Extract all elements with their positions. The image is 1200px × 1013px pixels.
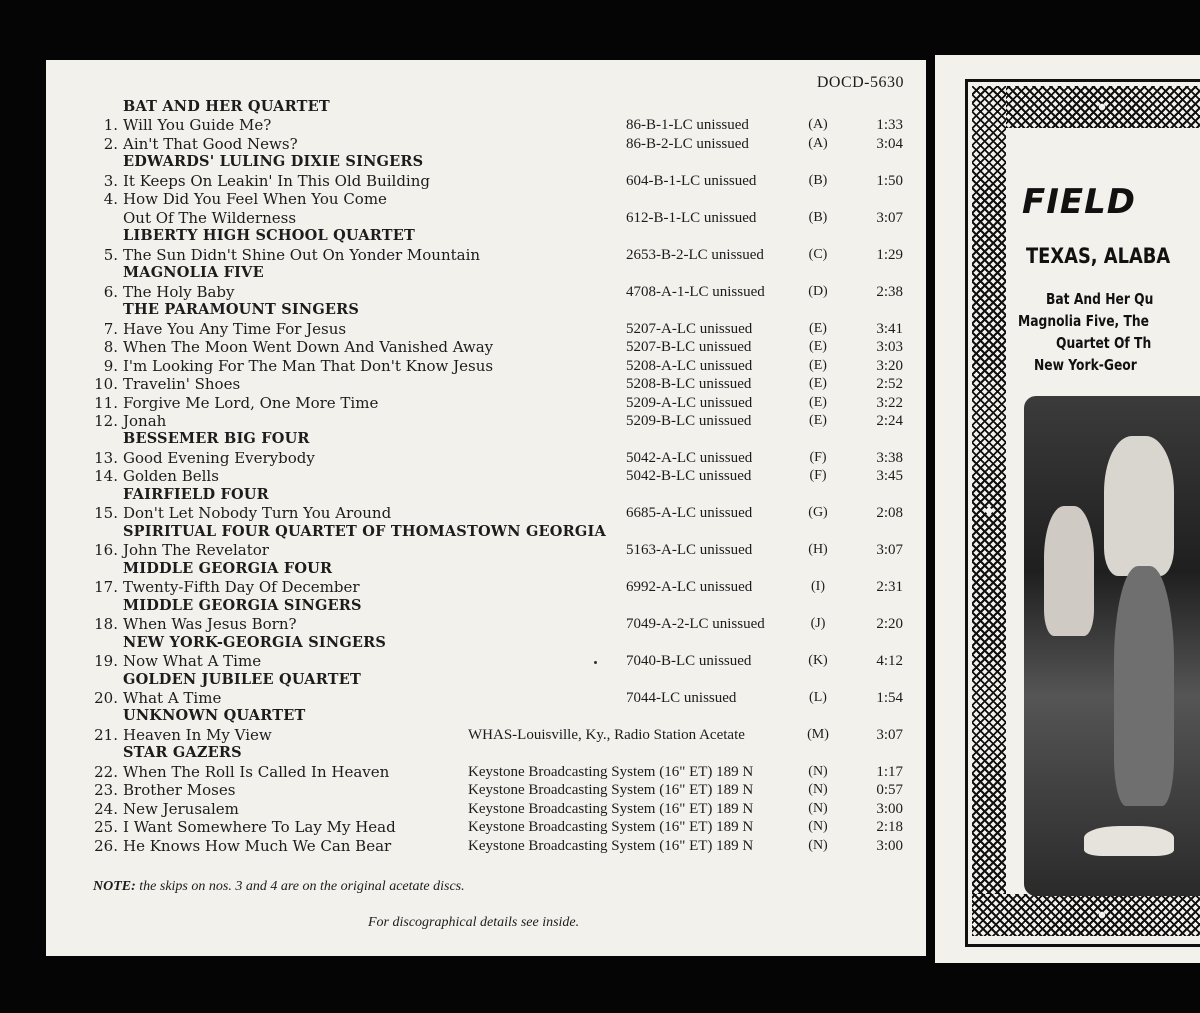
track-number: 13. (94, 448, 118, 467)
track-matrix: 7044-LC unissued (626, 690, 737, 706)
track-duration: 2:18 (876, 819, 903, 836)
track-source-code: (A) (808, 135, 828, 151)
track-row (46, 283, 926, 301)
track-title: Jonah (123, 411, 167, 430)
track-matrix: 5042-A-LC unissued (626, 449, 753, 466)
track-matrix: 4708-A-1-LC unissued (626, 283, 765, 300)
track-number: 26. (94, 836, 118, 855)
artist-heading-row (46, 486, 926, 504)
track-duration: 1:33 (876, 117, 903, 134)
artist-name: NEW YORK-GEORGIA SINGERS (123, 633, 387, 651)
cover-subtitle-line: New York-Geor (1034, 356, 1137, 374)
track-title: Now What A Time (123, 652, 262, 671)
track-matrix: 7049-A-2-LC unissued (626, 616, 765, 633)
track-source-code: (E) (809, 394, 827, 410)
track-duration: 3:07 (876, 542, 903, 559)
track-matrix: Keystone Broadcasting System (16" ET) 189 N (468, 800, 754, 817)
track-matrix: Keystone Broadcasting System (16" ET) 189 N (468, 819, 754, 836)
track-source-code: (E) (809, 357, 827, 373)
track-row (46, 541, 926, 559)
track-row (46, 689, 926, 707)
track-duration: 4:12 (876, 653, 903, 670)
ornament-border-left (972, 86, 1006, 936)
artist-name: BESSEMER BIG FOUR (123, 430, 310, 448)
track-source-code: (G) (808, 505, 828, 521)
track-number: 1. (103, 116, 118, 135)
track-duration: 3:45 (876, 468, 903, 485)
track-number: 19. (94, 652, 118, 671)
artist-heading-row (46, 707, 926, 725)
artist-name: UNKNOWN QUARTET (123, 707, 306, 725)
track-number: 10. (94, 375, 118, 394)
track-matrix: 5208-A-LC unissued (626, 357, 753, 374)
track-title: Brother Moses (123, 781, 236, 800)
photo-figure-trousers (1114, 566, 1174, 806)
track-duration: 3:03 (876, 339, 903, 356)
track-duration: 3:41 (876, 320, 903, 337)
track-source-code: (E) (809, 376, 827, 392)
track-duration: 1:29 (876, 246, 903, 263)
track-matrix: Keystone Broadcasting System (16" ET) 189 N (468, 763, 754, 780)
track-row (46, 578, 926, 596)
track-title: Ain't That Good News? (123, 134, 298, 153)
artist-heading-row (46, 301, 926, 319)
cover-inner (1012, 134, 1200, 888)
ornament-border-bottom (972, 894, 1200, 936)
track-duration: 3:07 (876, 209, 903, 226)
track-title: How Did You Feel When You Come (123, 190, 387, 209)
photo-figure-back (1044, 506, 1094, 636)
track-duration: 2:24 (876, 412, 903, 429)
track-number: 3. (103, 171, 118, 190)
track-duration: 3:38 (876, 449, 903, 466)
artist-name: EDWARDS' LULING DIXIE SINGERS (123, 153, 424, 171)
track-row (46, 504, 926, 522)
track-matrix: 5163-A-LC unissued (626, 542, 753, 559)
artist-name: THE PARAMOUNT SINGERS (123, 301, 360, 319)
ornament-border-top (972, 86, 1200, 128)
track-title: It Keeps On Leakin' In This Old Building (123, 171, 430, 190)
track-matrix: 604-B-1-LC unissued (626, 172, 757, 189)
track-row (46, 652, 926, 670)
note-body: the skips on nos. 3 and 4 are on the original acetate discs. (135, 879, 465, 894)
track-title: When The Moon Went Down And Vanished Away (123, 338, 494, 357)
track-title: Have You Any Time For Jesus (123, 319, 347, 338)
artist-name: BAT AND HER QUARTET (123, 98, 330, 115)
cover-subtitle-line: Bat And Her Qu (1046, 290, 1154, 308)
track-source-code: (A) (808, 117, 828, 133)
track-title: Good Evening Everybody (123, 448, 315, 467)
track-source-code: (B) (808, 172, 828, 188)
artist-name: SPIRITUAL FOUR QUARTET OF THOMASTOWN GEORGIA (123, 522, 606, 540)
track-number: 18. (94, 615, 118, 634)
track-duration: 3:00 (876, 800, 903, 817)
track-matrix: 2653-B-2-LC unissued (626, 246, 764, 263)
photo-figure-shoes (1084, 826, 1174, 856)
track-source-code: (N) (808, 800, 828, 816)
track-title: Will You Guide Me? (123, 116, 272, 135)
track-source-code: (E) (809, 339, 827, 355)
track-row (46, 394, 926, 412)
track-row (46, 781, 926, 799)
track-duration: 1:17 (876, 763, 903, 780)
track-title: Travelin' Shoes (123, 375, 241, 394)
track-row (46, 800, 926, 818)
track-title: I Want Somewhere To Lay My Head (123, 818, 396, 837)
track-matrix: 6685-A-LC unissued (626, 505, 753, 522)
track-duration: 1:50 (876, 172, 903, 189)
track-source-code: (C) (808, 246, 828, 262)
track-title: Twenty-Fifth Day Of December (123, 578, 360, 597)
track-source-code: (F) (809, 468, 827, 484)
track-matrix: 7040-B-LC unissued (626, 653, 752, 670)
track-row (46, 209, 926, 227)
artist-name: STAR GAZERS (123, 744, 242, 762)
track-matrix: Keystone Broadcasting System (16" ET) 189 N (468, 782, 754, 799)
track-source-code: (M) (807, 726, 829, 742)
track-row (46, 818, 926, 836)
artist-heading-row (46, 597, 926, 615)
artist-heading-row (46, 560, 926, 578)
track-row (46, 338, 926, 356)
track-duration: 3:04 (876, 135, 903, 152)
track-duration: 3:20 (876, 357, 903, 374)
track-row (46, 375, 926, 393)
track-row (46, 763, 926, 781)
cover-subtitle-line: Magnolia Five, The (1018, 312, 1149, 330)
track-source-code: (B) (808, 209, 828, 225)
track-matrix: Keystone Broadcasting System (16" ET) 189 N (468, 837, 754, 854)
track-matrix: 5209-A-LC unissued (626, 394, 753, 411)
track-source-code: (F) (809, 449, 827, 465)
artist-name: MIDDLE GEORGIA SINGERS (123, 596, 362, 614)
track-title: Golden Bells (123, 467, 219, 486)
artist-name: FAIRFIELD FOUR (123, 485, 269, 503)
track-title: What A Time (123, 689, 222, 707)
artist-heading-row (46, 227, 926, 245)
series-title: FIELD (1022, 182, 1136, 222)
track-duration: 2:08 (876, 505, 903, 522)
track-row (46, 172, 926, 190)
photo-figure-shirt (1104, 436, 1174, 576)
track-number: 2. (103, 134, 118, 153)
states-title: TEXAS, ALABA (1026, 244, 1171, 268)
note-label: NOTE: (93, 879, 136, 894)
details-text: For discographical details see inside. (368, 915, 580, 930)
artist-name: LIBERTY HIGH SCHOOL QUARTET (123, 227, 416, 245)
artist-heading-row (46, 264, 926, 282)
artist-heading-row (46, 744, 926, 762)
track-row (46, 615, 926, 633)
track-matrix: 86-B-2-LC unissued (626, 135, 749, 152)
track-source-code: (H) (808, 542, 828, 558)
track-title: The Holy Baby (123, 282, 235, 301)
track-source-code: (K) (808, 653, 828, 669)
track-row (46, 357, 926, 375)
track-source-code: (L) (809, 690, 827, 705)
catalog-number: DOCD-5630 (816, 74, 904, 91)
track-title: New Jerusalem (123, 799, 239, 818)
artist-heading-row (46, 634, 926, 652)
track-matrix: 612-B-1-LC unissued (626, 209, 757, 226)
track-source-code: (N) (808, 782, 828, 798)
cover-frame (965, 79, 1200, 947)
track-number: 9. (103, 356, 118, 375)
track-row (46, 190, 926, 208)
artist-heading-row (46, 430, 926, 448)
artist-heading-row (46, 671, 926, 689)
track-row (46, 837, 926, 855)
track-number: 12. (94, 411, 118, 430)
note-text (93, 879, 465, 895)
track-list (46, 98, 926, 855)
artist-heading-row (46, 153, 926, 171)
track-source-code: (E) (809, 412, 827, 428)
track-number: 4. (103, 190, 118, 209)
track-title: Forgive Me Lord, One More Time (123, 393, 379, 412)
track-number: 7. (103, 319, 118, 338)
track-number: 8. (103, 338, 118, 357)
track-number: 17. (94, 578, 118, 597)
track-title: Out Of The Wilderness (123, 208, 297, 227)
track-duration: 1:54 (876, 690, 903, 706)
artist-name: MIDDLE GEORGIA FOUR (123, 559, 333, 577)
track-number: 21. (94, 725, 118, 744)
track-number: 20. (94, 689, 118, 707)
track-title: I'm Looking For The Man That Don't Know Jesus (123, 356, 494, 375)
track-source-code: (N) (808, 837, 828, 853)
track-number: 24. (94, 799, 118, 818)
track-matrix: 5207-A-LC unissued (626, 320, 753, 337)
track-row (46, 246, 926, 264)
track-number: 23. (94, 781, 118, 800)
track-title: When Was Jesus Born? (123, 615, 297, 634)
track-row (46, 412, 926, 430)
track-source-code: (J) (810, 616, 826, 632)
track-number: 25. (94, 818, 118, 837)
cover-panel (935, 55, 1200, 963)
track-source-code: (I) (811, 579, 825, 595)
track-duration: 3:22 (876, 394, 903, 411)
print-speck (594, 661, 597, 664)
track-number: 5. (103, 245, 118, 264)
track-title: He Knows How Much We Can Bear (123, 836, 392, 855)
track-duration: 2:38 (876, 283, 903, 300)
track-number: 16. (94, 541, 118, 560)
track-source-code: (N) (808, 763, 828, 779)
track-row (46, 320, 926, 338)
track-matrix: 86-B-1-LC unissued (626, 117, 749, 134)
track-matrix: 5209-B-LC unissued (626, 412, 752, 429)
track-matrix: 5208-B-LC unissued (626, 376, 752, 393)
track-source-code: (N) (808, 819, 828, 835)
track-duration: 2:31 (876, 579, 903, 596)
track-matrix: 5042-B-LC unissued (626, 468, 752, 485)
track-row (46, 135, 926, 153)
track-row (46, 449, 926, 467)
artist-name: MAGNOLIA FIVE (123, 264, 264, 282)
track-title: Don't Let Nobody Turn You Around (123, 504, 392, 523)
track-number: 6. (103, 282, 118, 301)
track-duration: 3:07 (876, 726, 903, 743)
tracklist-page (46, 60, 926, 956)
track-source-code: (E) (809, 320, 827, 336)
artist-heading-row (46, 98, 926, 116)
track-title: John The Revelator (123, 541, 269, 560)
cover-subtitle-line: Quartet Of Th (1056, 334, 1152, 352)
track-number: 15. (94, 504, 118, 523)
track-duration: 3:00 (876, 837, 903, 854)
track-matrix: WHAS-Louisville, Ky., Radio Station Acetate (468, 726, 745, 743)
track-number: 22. (94, 762, 118, 781)
track-row (46, 116, 926, 134)
artist-heading-row (46, 523, 926, 541)
track-title: Heaven In My View (123, 725, 272, 744)
track-source-code: (D) (808, 283, 828, 299)
track-title: The Sun Didn't Shine Out On Yonder Mountain (123, 245, 481, 264)
cover-photo (1024, 396, 1200, 896)
track-duration: 2:52 (876, 376, 903, 393)
artist-name: GOLDEN JUBILEE QUARTET (123, 670, 361, 688)
track-title: When The Roll Is Called In Heaven (123, 762, 390, 781)
track-row (46, 726, 926, 744)
track-row (46, 467, 926, 485)
track-matrix: 6992-A-LC unissued (626, 579, 753, 596)
track-matrix: 5207-B-LC unissued (626, 339, 752, 356)
track-duration: 2:20 (876, 616, 903, 633)
track-duration: 0:57 (876, 782, 903, 799)
track-number: 11. (94, 393, 118, 412)
track-number: 14. (94, 467, 118, 486)
